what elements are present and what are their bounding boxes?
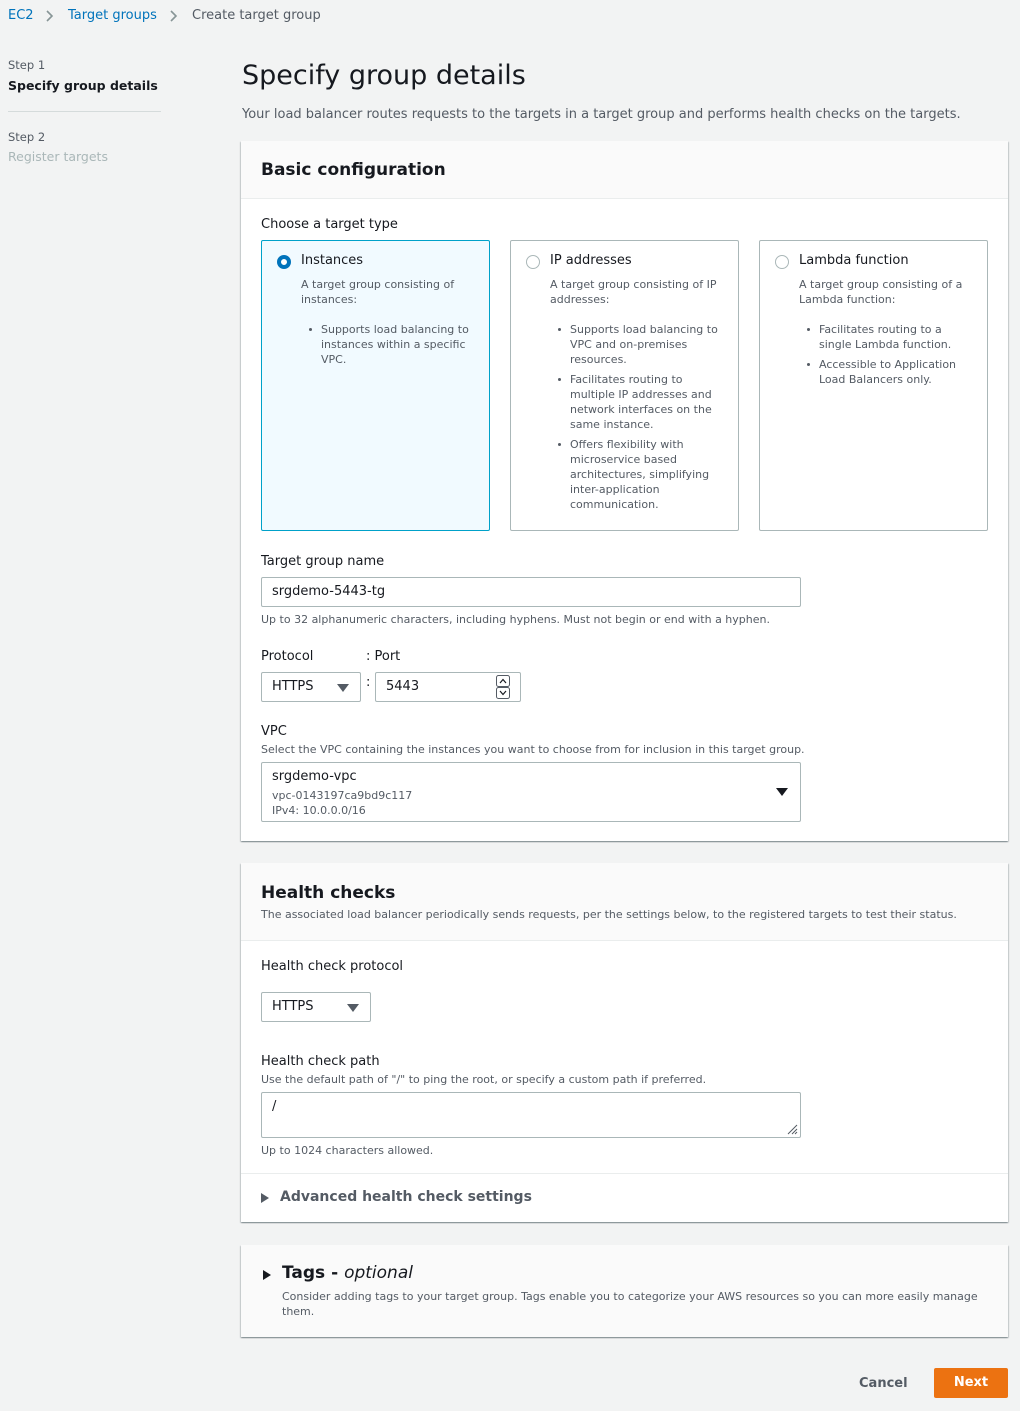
step-1-label: Step 1 xyxy=(8,58,46,72)
health-checks-description: The associated load balancer periodically sends requests, per the settings below, to the registered targets to test their status. xyxy=(261,908,957,921)
health-check-path-textarea[interactable] xyxy=(261,1092,801,1138)
next-button[interactable]: Next xyxy=(934,1368,1008,1398)
step-divider xyxy=(8,111,161,112)
chevron-right-icon xyxy=(168,7,180,25)
health-checks-panel xyxy=(241,863,1008,1222)
protocol-port-separator: : xyxy=(366,675,371,690)
ip-addresses-tile-bullets xyxy=(551,322,726,517)
step-1-title[interactable]: Specify group details xyxy=(8,78,158,93)
target-type-ip-addresses-tile[interactable] xyxy=(510,240,739,531)
lambda-tile-description: A target group consisting of a Lambda function: xyxy=(799,278,963,306)
protocol-select[interactable] xyxy=(261,672,361,702)
vpc-select-id: vpc-0143197ca9bd9c117 xyxy=(272,789,413,802)
port-input-value: 5443 xyxy=(386,679,420,694)
list-item: Facilitates routing to multiple IP addresses and network interfaces on the same instance. xyxy=(570,372,726,432)
target-group-name-label: Target group name xyxy=(261,554,385,569)
lambda-radio[interactable] xyxy=(775,255,789,269)
health-check-path-value: / xyxy=(272,1099,277,1114)
vpc-label: VPC xyxy=(261,724,287,739)
tags-description: Consider adding tags to your target group. Tags enable you to categorize your AWS resources so you can more easily manage them. xyxy=(282,1290,978,1318)
lambda-tile-bullets xyxy=(800,322,970,392)
divider xyxy=(241,1173,1008,1174)
caret-down-icon xyxy=(347,1004,359,1012)
instances-tile-bullets xyxy=(302,322,480,372)
health-check-path-hint: Up to 1024 characters allowed. xyxy=(261,1144,434,1157)
tags-heading xyxy=(282,1263,413,1283)
step-2-label: Step 2 xyxy=(8,130,46,144)
port-stepper[interactable] xyxy=(496,675,510,699)
instances-radio[interactable] xyxy=(277,255,291,269)
tags-heading-optional: optional xyxy=(344,1263,413,1283)
vpc-select-cidr: IPv4: 10.0.0.0/16 xyxy=(272,804,366,817)
vpc-select-name: srgdemo-vpc xyxy=(272,769,357,784)
health-checks-header xyxy=(241,863,1008,941)
instances-tile-description: A target group consisting of instances: xyxy=(301,278,455,306)
health-checks-heading: Health checks xyxy=(261,883,396,903)
caret-right-icon xyxy=(263,1270,271,1280)
ip-addresses-radio[interactable] xyxy=(526,255,540,269)
instances-tile-title: Instances xyxy=(301,253,364,268)
caret-right-icon xyxy=(261,1193,269,1203)
list-item: Facilitates routing to a single Lambda function. xyxy=(819,322,970,352)
breadcrumb-ec2-link[interactable]: EC2 xyxy=(8,8,34,23)
target-group-name-hint: Up to 32 alphanumeric characters, including hyphens. Must not begin or end with a hyphen. xyxy=(261,613,770,626)
port-input[interactable] xyxy=(375,672,521,702)
caret-down-icon xyxy=(337,684,349,692)
protocol-select-value: HTTPS xyxy=(272,679,314,694)
lambda-tile-title: Lambda function xyxy=(799,253,909,268)
advanced-health-check-label: Advanced health check settings xyxy=(280,1189,532,1205)
target-type-instances-tile[interactable] xyxy=(261,240,490,531)
ip-addresses-tile-title: IP addresses xyxy=(550,253,632,268)
list-item: Offers flexibility with microservice based architectures, simplifying inter-application communication. xyxy=(570,437,726,512)
vpc-select[interactable] xyxy=(261,762,801,822)
chevron-right-icon xyxy=(44,7,56,25)
page-description: Your load balancer routes requests to the targets in a target group and performs health checks on the targets. xyxy=(242,107,961,122)
step-2-title: Register targets xyxy=(8,149,108,164)
health-check-protocol-value: HTTPS xyxy=(272,999,314,1014)
cancel-button[interactable]: Cancel xyxy=(859,1376,908,1391)
caret-down-icon xyxy=(776,788,788,796)
basic-configuration-header xyxy=(241,141,1008,199)
target-group-name-input[interactable]: srgdemo-5443-tg xyxy=(261,577,801,607)
ip-addresses-tile-description: A target group consisting of IP addresses: xyxy=(550,278,717,306)
health-check-path-label: Health check path xyxy=(261,1054,380,1069)
port-label: : Port xyxy=(366,649,401,664)
basic-configuration-panel xyxy=(241,141,1008,841)
tags-panel xyxy=(241,1245,1008,1337)
vpc-description: Select the VPC containing the instances you want to choose from for inclusion in this target group. xyxy=(261,743,805,756)
health-check-protocol-select[interactable] xyxy=(261,992,371,1022)
list-item: Supports load balancing to instances within a specific VPC. xyxy=(321,322,480,367)
target-type-lambda-tile[interactable] xyxy=(759,240,988,531)
health-check-path-description: Use the default path of "/" to ping the root, or specify a custom path if preferred. xyxy=(261,1073,707,1086)
list-item: Supports load balancing to VPC and on-premises resources. xyxy=(570,322,726,367)
tags-heading-text: Tags - xyxy=(282,1263,345,1283)
breadcrumb-current: Create target group xyxy=(192,8,321,23)
target-type-label: Choose a target type xyxy=(261,217,398,232)
resize-handle-icon[interactable] xyxy=(786,1123,798,1135)
health-check-protocol-label: Health check protocol xyxy=(261,959,404,974)
stepper-arrows-icon xyxy=(496,675,510,699)
breadcrumb-target-groups-link[interactable]: Target groups xyxy=(68,8,157,23)
basic-configuration-heading: Basic configuration xyxy=(261,160,446,180)
protocol-label: Protocol xyxy=(261,649,314,664)
page-title: Specify group details xyxy=(242,60,526,91)
list-item: Accessible to Application Load Balancers only. xyxy=(819,357,970,387)
